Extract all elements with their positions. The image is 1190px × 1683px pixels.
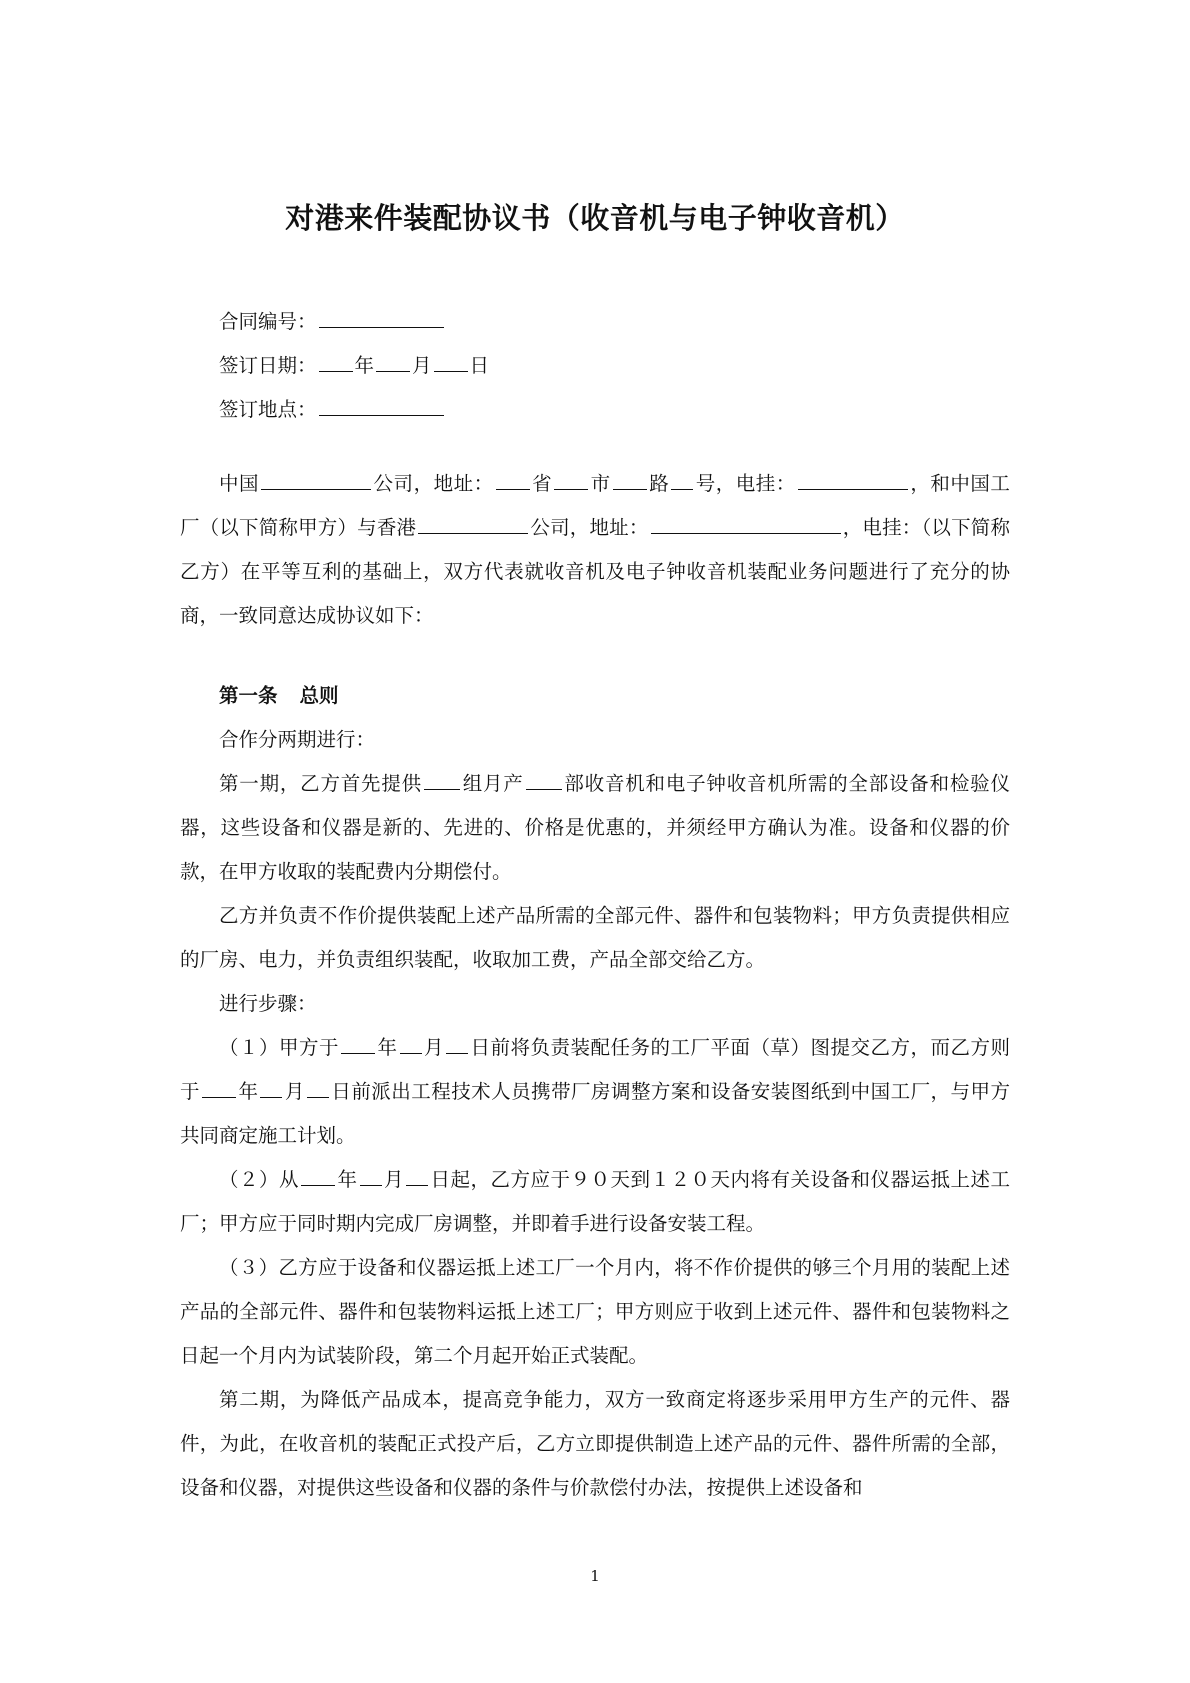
text: 部收音机和电子钟收音机所需的全部设备和检验仪器，这些设备和仪器是新的、先进的、价格是优惠的，并须经甲方确认为准。设备和仪器的价款，在甲方收取的装配费内分期偿付。 [180,772,1010,883]
article-name: 总则 [299,684,339,707]
article-1-paragraph: 合作分两期进行： [219,728,376,751]
month-label: 月 [412,354,432,377]
contract-number-label: 合同编号： [219,310,317,333]
month-blank [376,351,410,372]
month-blank [260,1077,282,1098]
text: 组月产 [461,772,524,795]
month-blank [360,1165,382,1186]
text: 月 [284,1080,305,1103]
year-blank [319,351,353,372]
text: 日前派出工程技术人员携带厂房调整方案和设备安装图纸到中国工厂，与甲方共同商定施工计划。 [180,1080,1010,1147]
intro-text: 路 [648,472,670,495]
article-1-paragraph: 乙方并负责不作价提供装配上述产品所需的全部元件、器件和包装物料；甲方负责提供相应的厂房、电力，并负责组织装配，收取加工费，产品全部交给乙方。 [180,904,1010,971]
number-blank [671,469,693,490]
day-blank [434,351,468,372]
article-1-paragraph: 进行步骤： [219,992,317,1015]
day-label: 日 [469,354,490,377]
province-blank [496,469,530,490]
sign-place-line [180,388,1010,432]
text: 年 [377,1036,398,1059]
hk-company-blank [418,513,528,534]
intro-text: ，和中国工厂（以下简称甲方）与香港 [180,472,1010,539]
text: 月 [423,1036,444,1059]
year-blank [301,1165,335,1186]
sign-date-line [180,344,1010,388]
intro-text: 市 [590,472,611,495]
sign-date-label: 签订日期： [219,354,317,377]
article-1-heading [180,674,1010,718]
road-blank [613,469,647,490]
text: 月 [383,1168,404,1191]
text: 年 [337,1168,358,1191]
intro-text: 公司，地址： [373,472,494,495]
intro-text: 号，电挂： [695,472,796,495]
text: 第一期，乙方首先提供 [219,772,422,795]
text: 日前将负责装配任务的工厂平面（草）图提交乙方，而乙方则于 [180,1036,1010,1103]
hk-address-blank [651,513,841,534]
step-2-paragraph [180,1158,1010,1246]
step-1-paragraph [180,1026,1010,1158]
intro-paragraph [180,462,1010,638]
day-blank [406,1165,428,1186]
year-label: 年 [354,354,375,377]
company-name-blank [261,469,371,490]
intro-text: 公司，地址： [530,516,649,539]
contract-number-blank [319,307,444,328]
day-blank [446,1033,468,1054]
cable-blank [798,469,908,490]
text: （２）从 [219,1168,299,1191]
document-body [180,300,1010,1510]
group-blank [424,769,460,790]
phase-2-paragraph: 第二期，为降低产品成本，提高竞争能力，双方一致商定将逐步采用甲方生产的元件、器件，为此，在收音机的装配正式投产后，乙方立即提供制造上述产品的元件、器件所需的全部，设备和仪器，对提供这些设备和仪器的条件与价款偿付办法，按提供上述设备和 [180,1388,1010,1499]
day-blank [307,1077,329,1098]
intro-text: 省 [531,472,553,495]
sign-place-label: 签订地点： [219,398,317,421]
page-number: 1 [590,1567,600,1585]
document-title: 对港来件装配协议书（收音机与电子钟收音机） [285,201,905,235]
article-1-paragraph [180,762,1010,894]
sign-place-blank [319,395,444,416]
month-blank [400,1033,422,1054]
city-blank [554,469,588,490]
year-blank [202,1077,236,1098]
text: （１）甲方于 [219,1036,339,1059]
year-blank [341,1033,375,1054]
text: 年 [237,1080,259,1103]
text: 日起，乙方应于９０天到１２０天内将有关设备和仪器运抵上述工厂；甲方应于同时期内完成厂房调整，并即着手进行设备安装工程。 [180,1168,1010,1235]
monthly-output-blank [526,769,562,790]
contract-number-line [180,300,1010,344]
intro-text: 中国 [219,472,260,495]
step-3-paragraph: （３）乙方应于设备和仪器运抵上述工厂一个月内，将不作价提供的够三个月用的装配上述产品的全部元件、器件和包装物料运抵上述工厂；甲方则应于收到上述元件、器件和包装物料之日起一个月内为试装阶段，第二个月起开始正式装配。 [180,1256,1010,1367]
intro-text: ，电挂：（以下简称乙方）在平等互利的基础上，双方代表就收音机及电子钟收音机装配业务问题进行了充分的协商，一致同意达成协议如下： [180,516,1010,627]
article-number: 第一条 [219,684,278,707]
